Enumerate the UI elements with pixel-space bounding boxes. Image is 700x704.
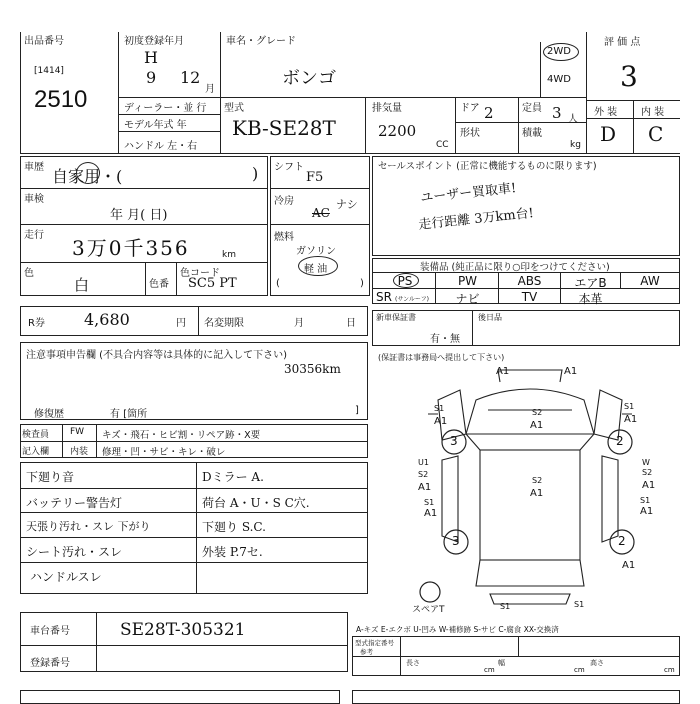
equip-abs: ABS — [517, 274, 542, 288]
equip-sr-sub: (サンルーフ) — [395, 296, 429, 303]
mark-right-a1b: A1 — [642, 480, 656, 491]
lot-sub: [1414] — [34, 66, 64, 76]
doors-label: ドア — [460, 103, 480, 114]
height-label: 高さ — [590, 659, 604, 667]
month-unit: 月 — [205, 84, 215, 95]
inspector-label2: 記入欄 — [22, 447, 50, 457]
mark-right-a1c: A1 — [640, 506, 654, 517]
comment-right-2: 荷台 A・U・S C穴. — [202, 496, 310, 510]
ac-note: ナシ — [336, 198, 358, 211]
kg-unit: kg — [570, 140, 581, 150]
mark-wheel-rr: 2 — [618, 534, 626, 548]
mark-left-s1b: S1 — [424, 498, 435, 507]
mark-left-a1b: A1 — [418, 482, 432, 493]
mark-top-left-a1: A1 — [496, 366, 510, 377]
equip-aw: AW — [640, 274, 660, 288]
category-value: 自家用・( — [52, 167, 123, 186]
shift-value: F5 — [306, 170, 324, 185]
mark-mid-s2: S2 — [532, 476, 543, 485]
cc-unit: CC — [436, 140, 449, 150]
repair-value: 有 [箇所 — [110, 409, 148, 420]
displacement-label: 排気量 — [372, 103, 402, 114]
chassis-label: 車台番号 — [30, 626, 70, 637]
color-label: 色 — [24, 268, 34, 279]
paren-close: ) — [360, 278, 364, 289]
repair-close: ] — [355, 405, 359, 416]
name-grade-label: 車名・グレード — [226, 36, 296, 47]
category-close: ) — [252, 164, 259, 183]
displacement-value: 2200 — [378, 122, 417, 140]
year: 9 — [146, 68, 157, 87]
comment-right-1: Dミラー A. — [202, 470, 264, 484]
mark-wheel-fr: 2 — [616, 434, 624, 448]
recycle-label: R券 — [28, 318, 45, 329]
fuel-value: ガソリン — [296, 246, 336, 257]
mark-rear-s1a: S1 — [500, 602, 511, 611]
inspector-label1: 検査員 — [22, 430, 50, 440]
deadline-day: 日 — [346, 318, 356, 329]
mark-rear-s1b: S1 — [574, 600, 585, 609]
era: H — [144, 48, 158, 67]
spare-label: スペアT — [412, 605, 445, 615]
doors-value: 2 — [484, 104, 494, 122]
dealer-label: ディーラー・並 行 — [124, 103, 207, 114]
comment-left-3: 天張り汚れ・スレ 下がり — [26, 520, 151, 533]
lot-label: 出品番号 — [24, 36, 64, 47]
shape-label: 形状 — [460, 128, 480, 139]
fuel-light: 軽 油 — [304, 264, 328, 275]
mark-left-s1: S1 — [434, 404, 445, 413]
color-code-value: SC5 PT — [188, 276, 237, 291]
exterior-label: 外 装 — [594, 107, 618, 118]
capacity-value: 3 — [552, 104, 562, 122]
mark-front-s2: S2 — [532, 408, 543, 417]
comment-left-5: ハンドルスレ — [30, 570, 102, 584]
equip-navi: ナビ — [455, 292, 480, 306]
mark-right-s1b: S1 — [640, 496, 651, 505]
cm-2: cm — [574, 666, 585, 674]
equip-ps: PS — [397, 274, 413, 288]
interior-grade: C — [648, 122, 664, 146]
shift-label: シフト — [274, 162, 304, 173]
color-value: 白 — [74, 276, 90, 294]
chassis-value: SE28T-305321 — [120, 620, 246, 640]
width-label: 幅 — [498, 659, 505, 667]
mileage-value: 3万0千356 — [72, 236, 190, 260]
drive-4wd: 4WD — [547, 74, 571, 85]
fuel-label: 燃料 — [274, 232, 294, 243]
type-label: 型式 — [224, 103, 244, 114]
type-value: KB-SE28T — [232, 116, 336, 140]
model-label: 型式指定番号 — [355, 639, 394, 647]
sales-point-title: セールスポイント (正常に機能するものに限ります) — [378, 161, 597, 172]
warranty-sub: (保証書は事務局へ提出して下さい) — [378, 353, 505, 362]
recycle-unit: 円 — [176, 318, 186, 329]
mark-right-a1: A1 — [624, 414, 638, 425]
damage-legend: A-キズ E-エクボ U-凹み W-補修跡 S-サビ C-腐食 XX-交換済 — [356, 625, 559, 634]
mark-right-a1d: A1 — [622, 560, 636, 571]
mileage-label: 走行 — [24, 230, 44, 241]
later-label: 後日品 — [478, 313, 502, 322]
comment-left-1: 下廻り音 — [26, 470, 75, 484]
equip-leather: 本革 — [578, 292, 603, 306]
repair-label: 修復歴 — [34, 409, 64, 420]
mark-left-s2: S2 — [418, 470, 429, 479]
inspector-legend2-prefix: 内装 — [70, 447, 89, 457]
capacity-unit: 人 — [568, 114, 578, 125]
comment-right-4: 外装 P.7セ. — [202, 545, 263, 559]
mark-wheel-rl: 3 — [452, 534, 460, 548]
equip-airbag: エアB — [574, 276, 607, 290]
score: 3 — [620, 60, 638, 93]
equip-sr: SR — [376, 290, 392, 304]
ac-label: 冷房 — [274, 196, 294, 207]
bottom-box-right — [352, 690, 680, 704]
month: 12 — [180, 68, 201, 87]
equipment-title: 装備品 (純正品に限り○印をつけてください) — [420, 262, 610, 273]
interior-label: 内 装 — [641, 107, 665, 118]
load-label: 積載 — [522, 128, 542, 139]
capacity-label: 定員 — [522, 103, 542, 114]
color-code-label: 色コード — [180, 268, 220, 279]
paren-open: ( — [276, 278, 280, 289]
bottom-box-left — [20, 690, 340, 704]
model-ref: 参考 — [360, 648, 373, 656]
warranty-value: 有・無 — [430, 334, 460, 345]
mark-left-u1: U1 — [418, 458, 429, 467]
sales-point-line1: ユーザー買取車! — [419, 181, 517, 206]
mark-mid-a1: A1 — [530, 488, 544, 499]
reg-label: 登録番号 — [30, 658, 70, 669]
score-label: 評 価 点 — [604, 37, 641, 48]
exterior-grade: D — [600, 122, 617, 146]
category-label: 車歴 — [24, 162, 44, 173]
inspection-label: 車検 — [24, 194, 44, 205]
length-label: 長さ — [406, 659, 420, 667]
sales-point-line2: 走行距離 3万km台! — [417, 205, 535, 234]
equip-tv: TV — [521, 290, 538, 304]
mark-right-s2: S2 — [642, 468, 653, 477]
mark-right-s1: S1 — [624, 402, 635, 411]
mark-left-a1c: A1 — [424, 508, 438, 519]
mark-right-w: W — [642, 458, 650, 467]
inspection-value: 年 月( 日) — [110, 208, 168, 223]
cm-1: cm — [484, 666, 495, 674]
lot-number: 2510 — [34, 86, 88, 113]
recycle-value: 4,680 — [84, 310, 130, 329]
model-year-label: モデル年式 年 — [124, 120, 187, 131]
mark-top-right-a1: A1 — [564, 366, 578, 377]
inspector-fw: FW — [70, 427, 85, 437]
comment-left-2: バッテリー警告灯 — [26, 496, 123, 510]
inspector-legend1: キズ・飛石・ヒビ割・リペア跡・X要 — [102, 430, 261, 441]
warranty-label: 新車保証書 — [376, 313, 416, 322]
cm-3: cm — [664, 666, 675, 674]
notes-mileage: 30356km — [284, 362, 341, 376]
header-block — [20, 32, 680, 154]
mark-left-a1: A1 — [434, 416, 448, 427]
first-reg-label: 初度登録年月 — [124, 36, 184, 47]
km-unit: km — [222, 250, 236, 260]
recycle-block — [20, 306, 368, 336]
ac-value: AC — [312, 206, 330, 220]
drive-2wd: 2WD — [547, 46, 571, 57]
inspector-legend2: 修理・凹・サビ・キレ・破レ — [102, 447, 226, 458]
color-no-label: 色番 — [149, 279, 169, 290]
deadline-month: 月 — [294, 318, 304, 329]
mark-front-a1: A1 — [530, 420, 544, 431]
warranty-block — [372, 310, 680, 346]
handle-label: ハンドル 左・右 — [124, 141, 198, 152]
comment-left-4: シート汚れ・スレ — [26, 545, 123, 559]
deadline-label: 名変期限 — [204, 318, 244, 329]
equip-pw: PW — [457, 274, 478, 288]
notes-title: 注意事項申告欄 (不具合内容等は具体的に記入して下さい) — [26, 350, 287, 361]
car-name: ボンゴ — [282, 68, 336, 89]
comment-right-3: 下廻り S.C. — [202, 520, 266, 534]
mark-wheel-fl: 3 — [450, 434, 458, 448]
